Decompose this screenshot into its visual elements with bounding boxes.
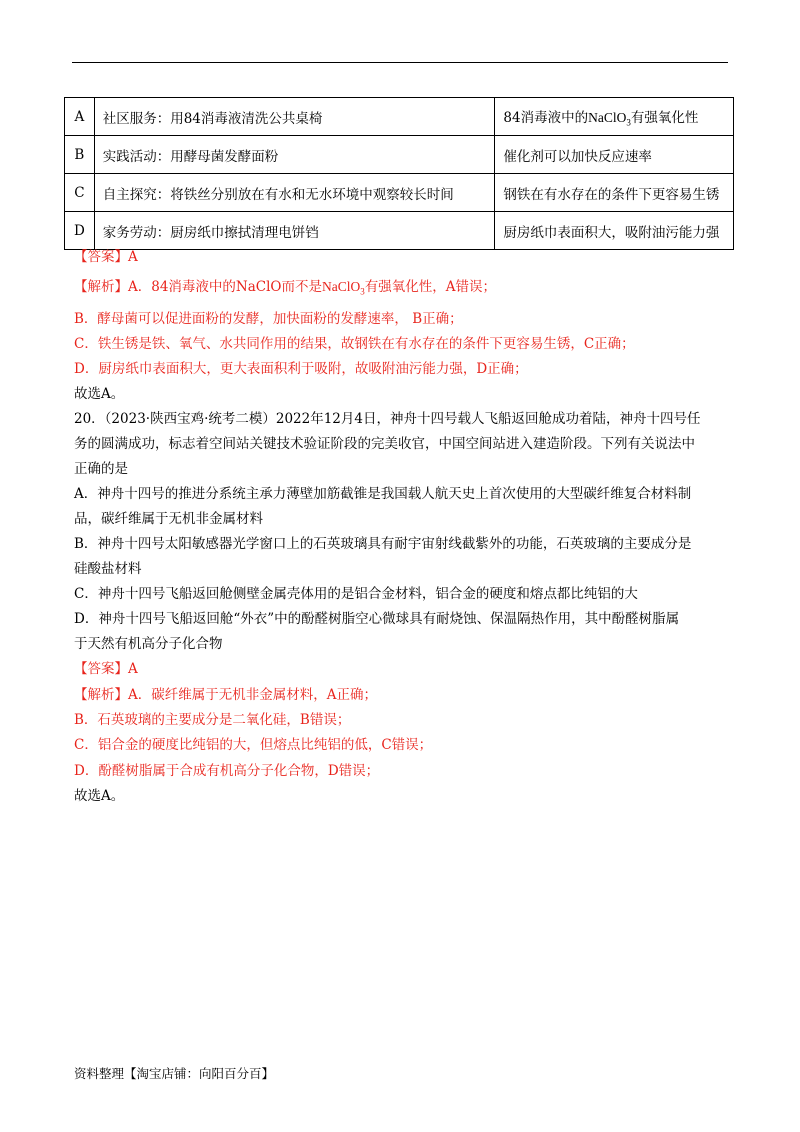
chemical-formula: NaClO$_3$ xyxy=(322,279,365,297)
q19-conclusion: 故选A。 xyxy=(74,386,125,402)
row-letter: B xyxy=(65,136,95,174)
knowledge-cell: 钢铁在有水存在的条件下更容易生锈 xyxy=(495,174,734,212)
activity-cell: 实践活动：用酵母菌发酵面粉 xyxy=(94,136,495,174)
q20-option-d: D．神舟十四号飞船返回舱“外衣”中的酚醛树脂空心微球具有耐烧蚀、保温隔热作用，其中酚醛树脂属 xyxy=(74,611,680,627)
q20-option-a-cont: 品，碳纤维属于无机非金属材料 xyxy=(74,511,263,527)
activity-cell: 社区服务：用84消毒液清洗公共桌椅 xyxy=(94,98,495,136)
q20-stem-line: 务的圆满成功，标志着空间站关键技术验证阶段的完美收官，中国空间站进入建造阶段。下列有关说法中 xyxy=(74,436,695,452)
knowledge-cell: 厨房纸巾表面积大，吸附油污能力强 xyxy=(495,212,734,250)
q19-analysis-d: D．厨房纸巾表面积大，更大表面积利于吸附，故吸附油污能力强，D正确； xyxy=(74,361,528,377)
knowledge-cell: 催化剂可以加快反应速率 xyxy=(495,136,734,174)
page-footer: 资料整理【淘宝店铺：向阳百分百】 xyxy=(74,1066,275,1081)
header-rule xyxy=(72,62,728,63)
activity-cell: 家务劳动：厨房纸巾擦拭清理电饼铛 xyxy=(94,212,495,250)
knowledge-text: 84消毒液中的 xyxy=(503,109,589,126)
row-letter: A xyxy=(65,98,95,136)
knowledge-cell xyxy=(495,98,734,136)
q20-option-a: A．神舟十四号的推进分系统主承力薄壁加筋截锥是我国载人航天史上首次使用的大型碳纤维复合材料制 xyxy=(74,486,692,502)
q20-analysis-d: D．酚醛树脂属于合成有机高分子化合物，D错误； xyxy=(74,763,380,779)
q20-analysis-a: 【解析】A．碳纤维属于无机非金属材料，A正确； xyxy=(74,687,377,703)
row-letter: D xyxy=(65,212,95,250)
q20-option-c: C．神舟十四号飞船返回舱侧壁金属壳体用的是铝合金材料，铝合金的硬度和熔点都比纯铝的大 xyxy=(74,586,638,602)
q20-option-b: B．神舟十四号太阳敏感器光学窗口上的石英玻璃具有耐宇宙射线截紫外的功能，石英玻璃的主要成分是 xyxy=(74,536,692,552)
q19-answer: 【答案】A xyxy=(74,249,138,265)
q19-analysis-b: B．酵母菌可以促进面粉的发酵，加快面粉的发酵速率， B正确； xyxy=(74,311,463,327)
q19-analysis-a: 【解析】A．84消毒液中的NaClO而不是NaClO$_3$有强氧化性，A错误； xyxy=(74,279,497,297)
q20-stem-line: 20．（2023·陕西宝鸡·统考二模）2022年12月4日，神舟十四号载人飞船返回舱成功着陆，神舟十四号任 xyxy=(74,411,701,427)
table-row xyxy=(65,136,734,174)
table-row xyxy=(65,212,734,250)
q20-option-b-cont: 硅酸盐材料 xyxy=(74,561,142,577)
q19-analysis-c: C．铁生锈是铁、氧气、水共同作用的结果，故钢铁在有水存在的条件下更容易生锈，C正确； xyxy=(74,336,635,352)
q20-option-d-cont: 于天然有机高分子化合物 xyxy=(74,636,223,652)
table-row xyxy=(65,98,734,136)
knowledge-text: 有强氧化性 xyxy=(630,109,699,126)
q20-analysis-b: B．石英玻璃的主要成分是二氧化硅，B错误； xyxy=(74,712,351,728)
q20-conclusion: 故选A。 xyxy=(74,788,125,804)
row-letter: C xyxy=(65,174,95,212)
q20-analysis-c: C．铝合金的硬度比纯铝的大，但熔点比纯铝的低，C错误； xyxy=(74,737,433,753)
table-row xyxy=(65,174,734,212)
activity-cell: 自主探究：将铁丝分别放在有水和无水环境中观察较长时间 xyxy=(94,174,495,212)
options-table xyxy=(64,97,734,250)
chemical-formula: NaClO$_3$ xyxy=(588,109,631,128)
q20-stem-line: 正确的是 xyxy=(74,461,128,477)
q20-answer: 【答案】A xyxy=(74,661,138,677)
